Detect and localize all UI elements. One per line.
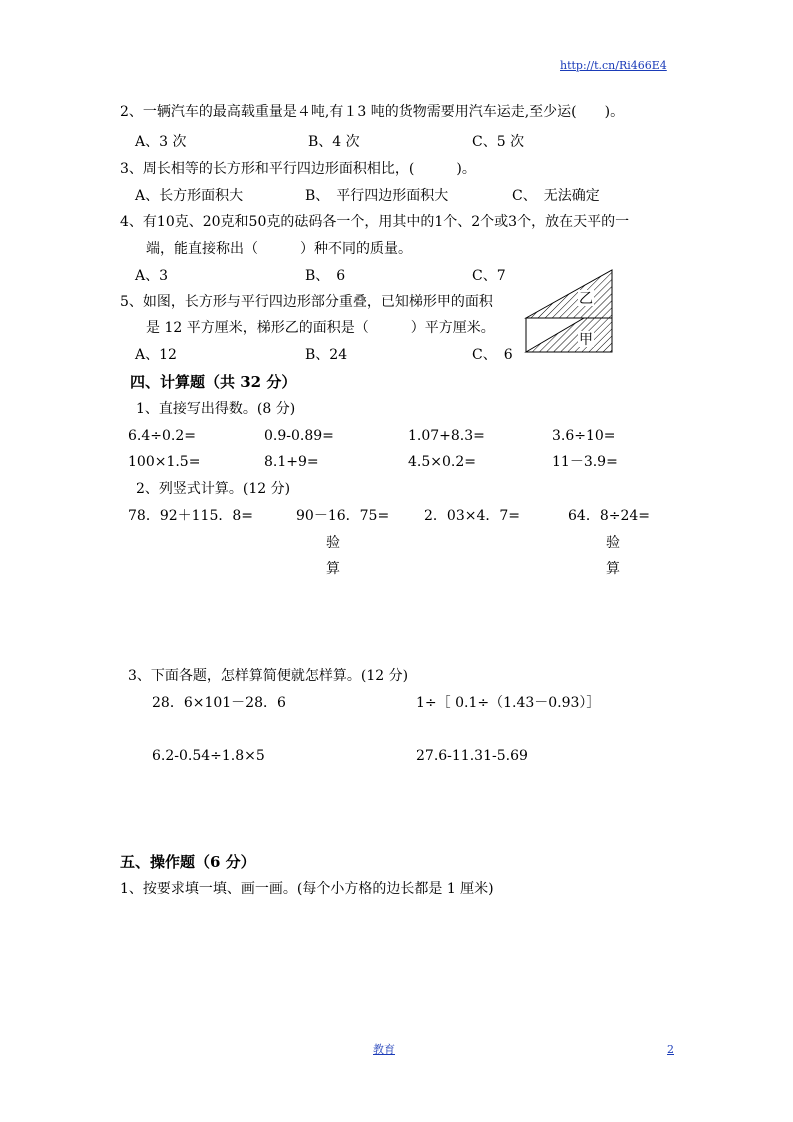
question-3-option-c: C、 无法确定: [512, 188, 600, 204]
overlap-figure: [524, 268, 614, 354]
calc-1-1: 6.4÷0.2=: [128, 428, 196, 444]
simplify-calc-3: 6.2-0.54÷1.8×5: [152, 748, 265, 764]
label-yi: 乙: [579, 291, 593, 307]
check-label-2-char-2: 算: [606, 561, 620, 577]
question-4-option-b: B、 6: [305, 268, 346, 284]
simplify-calc-1: 28．6×101－28．6: [152, 695, 286, 711]
calc-1-3: 1.07+8.3=: [408, 428, 485, 444]
section-4-part-2-title: 2、列竖式计算。(12 分): [136, 481, 291, 497]
section-4-title: 四、计算题（共 32 分）: [130, 373, 297, 391]
calc-2-1: 100×1.5=: [128, 454, 201, 470]
label-jia: 甲: [579, 332, 593, 348]
footer-page-number: 2: [667, 1043, 674, 1056]
question-4-option-c: C、7: [472, 268, 506, 284]
question-4-line-1: 4、有10克、20克和50克的砝码各一个，用其中的1个、2个或3个，放在天平的一: [120, 214, 630, 230]
calc-1-2: 0.9-0.89=: [264, 428, 334, 444]
section-4-part-3-title: 3、下面各题，怎样算简便就怎样算。(12 分): [128, 668, 409, 684]
vertical-calc-4: 64．8÷24=: [568, 508, 650, 524]
section-5-question-1: 1、按要求填一填、画一画。(每个小方格的边长都是 1 厘米): [120, 881, 494, 897]
question-5-line-1: 5、如图，长方形与平行四边形部分重叠，已知梯形甲的面积: [120, 294, 493, 310]
question-2-text: 2、一辆汽车的最高载重量是４吨,有１3 吨的货物需要用汽车运走,至少运( )。: [120, 104, 625, 120]
vertical-calc-1: 78．92＋115．8=: [128, 508, 253, 524]
section-4-part-1-title: 1、直接写出得数。(8 分): [136, 401, 296, 417]
question-3-option-a: A、长方形面积大: [135, 188, 244, 204]
question-5-option-b: B、24: [305, 347, 348, 363]
question-2-option-c: C、5 次: [472, 134, 525, 150]
simplify-calc-2: 1÷［ 0.1÷（1.43－0.93）］: [416, 695, 601, 711]
check-label-1-char-1: 验: [326, 535, 340, 551]
trapezoid-jia: [526, 318, 612, 352]
check-label-2-char-1: 验: [606, 535, 620, 551]
trapezoid-yi: [526, 270, 612, 318]
calc-2-2: 8.1+9=: [264, 454, 319, 470]
question-2-option-a: A、3 次: [135, 134, 187, 150]
question-3-text: 3、周长相等的长方形和平行四边形面积相比，( )。: [120, 161, 476, 177]
calc-2-3: 4.5×0.2=: [408, 454, 476, 470]
header-url-link[interactable]: http://t.cn/Ri466E4: [560, 59, 667, 72]
question-5-option-c: C、 6: [472, 347, 513, 363]
vertical-calc-2: 90－16．75=: [296, 508, 390, 524]
question-3-option-b: B、 平行四边形面积大: [305, 188, 449, 204]
question-4-line-2: 端，能直接称出（ ）种不同的质量。: [146, 241, 412, 257]
calc-2-4: 11－3.9=: [552, 454, 618, 470]
question-2-option-b: B、4 次: [308, 134, 360, 150]
simplify-calc-4: 27.6-11.31-5.69: [416, 748, 528, 764]
question-5-line-2: 是 12 平方厘米，梯形乙的面积是（ ）平方厘米。: [146, 320, 495, 336]
question-4-option-a: A、3: [135, 268, 169, 284]
check-label-1-char-2: 算: [326, 561, 340, 577]
section-5-title: 五、操作题（6 分）: [120, 853, 256, 871]
question-5-option-a: A、12: [135, 347, 177, 363]
overlap-figure-svg: [524, 268, 614, 354]
footer-center-link[interactable]: 教育: [373, 1043, 395, 1056]
calc-1-4: 3.6÷10=: [552, 428, 616, 444]
vertical-calc-3: 2．03×4．7=: [424, 508, 520, 524]
